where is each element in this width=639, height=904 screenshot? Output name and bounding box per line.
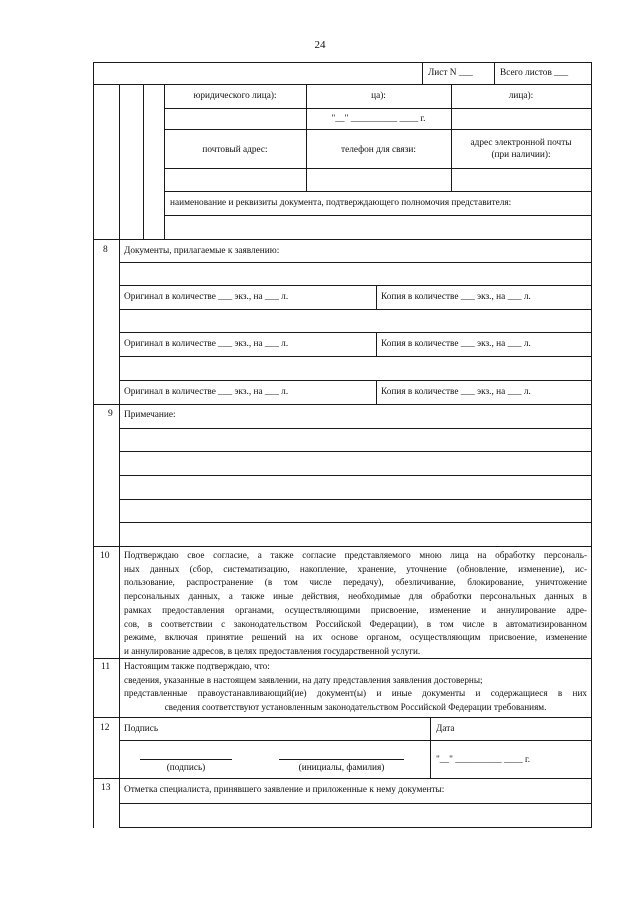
- outer-right-border: [591, 62, 592, 828]
- doc-requisites-label: наименование и реквизиты документа, подтверждающего полномочия представителя:: [170, 198, 512, 208]
- consent-paragraph: Подтверждаю свое согласие, а также согласие представляемого мною лица на обработку персональ- ных данных (сбор, систематизацию, накопление, хранение, уточнение (обновление, изменение), ис- пользование, распространение (в том числе передачу), обезличивание, блокирование, уничтожение персональных данных, а также иные действия, необходимые для обработки персональных данных в рамках предоставления органами, осуществляющими присвоение, изменение и аннулирование адре- сов, в соответствии с законодательством Российской Федерации), в том числе в автоматизированном режиме, включая принятие решений на их основе органом, осуществляющим присвоение, изменение и аннулирование адресов, в целях предоставления государственной услуги.: [124, 550, 587, 656]
- note-label: Примечание:: [124, 410, 176, 420]
- attached-documents-label: Документы, прилагаемые к заявлению:: [124, 246, 280, 256]
- copy-count-1[interactable]: Копия в количестве ___ экз., на ___ л.: [381, 292, 531, 302]
- signature-line[interactable]: [140, 759, 232, 760]
- table-top-border: [93, 62, 592, 63]
- date-label: Дата: [436, 724, 455, 734]
- signature-date-field[interactable]: "__" __________ ____ г.: [436, 755, 531, 765]
- email-label-line2: (при наличии):: [491, 150, 551, 160]
- rep-date-field[interactable]: "__" __________ ____ г.: [331, 114, 426, 124]
- phone-label: телефон для связи:: [341, 145, 416, 155]
- section-8-number: 8: [103, 245, 108, 255]
- initials-caption: (инициалы, фамилия): [298, 763, 385, 773]
- page-number: 24: [314, 39, 326, 51]
- original-count-2[interactable]: Оригинал в количестве ___ экз., на ___ л.: [124, 339, 289, 349]
- entity-cell: лица):: [508, 91, 534, 101]
- section-10-number: 10: [100, 551, 110, 561]
- section-13-number: 13: [101, 783, 111, 793]
- table-bottom-border: [119, 827, 592, 828]
- original-count-1[interactable]: Оригинал в количестве ___ экз., на ___ л.: [124, 292, 289, 302]
- sheet-number: Лист N ___: [428, 68, 473, 78]
- signature-caption: (подпись): [166, 763, 206, 773]
- copy-count-3[interactable]: Копия в количестве ___ экз., на ___ л.: [381, 387, 531, 397]
- total-sheets: Всего листов ___: [500, 68, 569, 78]
- postal-address-label: почтовый адрес:: [202, 145, 268, 155]
- outer-left-border: [93, 62, 94, 828]
- initials-line[interactable]: [279, 759, 404, 760]
- section-9-number: 9: [108, 409, 113, 419]
- original-count-3[interactable]: Оригинал в количестве ___ экз., на ___ л.: [124, 387, 289, 397]
- confirmation-paragraph: Настоящим также подтверждаю, что: сведения, указанные в настоящем заявлении, на дату представления заявления достоверны; представленные правоустанавливающий(ие) документ(ы) и иные документы и содержащиеся в них сведения соответствуют установленным законодательством Российской Федерации требованиям.: [124, 661, 587, 712]
- person-cell: ца):: [371, 91, 386, 101]
- signature-label: Подпись: [124, 724, 159, 734]
- section-11-number: 11: [101, 662, 111, 672]
- copy-count-2[interactable]: Копия в количестве ___ экз., на ___ л.: [381, 339, 531, 349]
- legal-entity-cell: юридического лица):: [193, 91, 277, 101]
- email-label-line1: адрес электронной почты: [470, 138, 572, 148]
- specialist-mark-label: Отметка специалиста, принявшего заявление и приложенные к нему документы:: [124, 785, 445, 795]
- section-12-number: 12: [100, 723, 110, 733]
